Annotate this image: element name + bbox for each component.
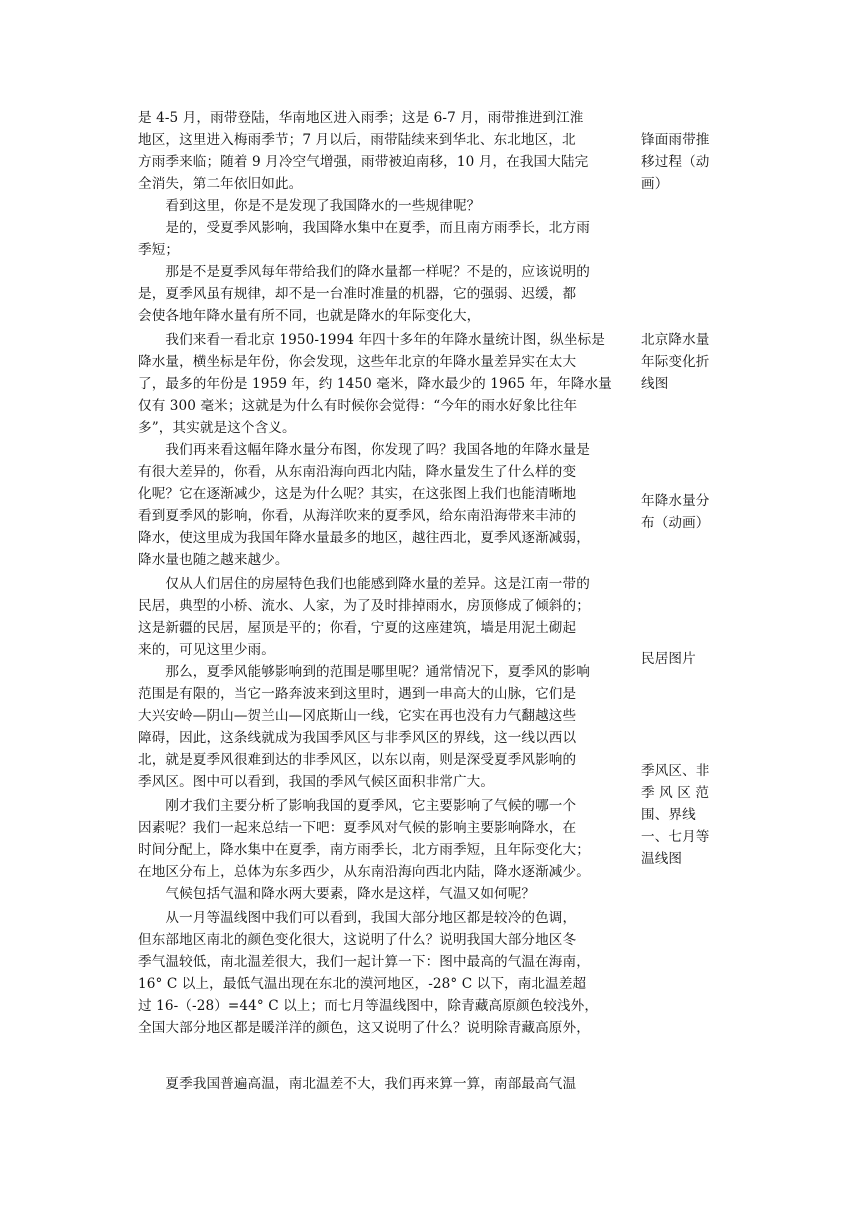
body-line: 季短； — [138, 242, 180, 258]
body-line: 全国大部分地区都是暖洋洋的颜色，这又说明了什么？说明除青藏高原外， — [138, 1020, 590, 1036]
body-line: 但东部地区南北的颜色变化很大，这说明了什么？说明我国大部分地区冬 — [138, 932, 577, 948]
side-note: 年降水量分 — [641, 493, 710, 509]
body-line: 季风区。图中可以看到，我国的季风气候区面积非常广大。 — [138, 774, 495, 790]
body-line: 范围是有限的，当它一路奔波来到这里时，遇到一串高大的山脉，它们是 — [138, 686, 577, 702]
body-line: 障碍，因此，这条线就成为我国季风区与非季风区的界线，这一线以西以 — [138, 730, 577, 746]
body-line: 是，夏季风虽有规律，却不是一台准时准量的机器，它的强弱、迟缓，都 — [138, 286, 577, 302]
side-note: 季 风 区 范 — [641, 785, 710, 801]
body-line: 时间分配上，降水集中在夏季，南方雨季长，北方雨季短，且年际变化大； — [138, 842, 590, 858]
body-line: 降水，使这里成为我国年降水量最多的地区，越往西北，夏季风逐渐减弱， — [138, 530, 590, 546]
body-line: 北，就是夏季风很难到达的非季风区，以东以南，则是深受夏季风影响的 — [138, 752, 577, 768]
body-line: 季气温较低，南北温差很大，我们一起计算一下：图中最高的气温在海南， — [138, 954, 590, 970]
side-note: 线图 — [641, 376, 669, 392]
body-line: 那是不是夏季风每年带给我们的降水量都一样呢？不是的，应该说明的 — [138, 264, 590, 280]
body-line: 民居，典型的小桥、流水、人家，为了及时排掉雨水，房顶修成了倾斜的； — [138, 598, 590, 614]
side-note: 季风区、非 — [641, 763, 710, 779]
body-line: 降水量，横坐标是年份，你会发现，这些年北京的年降水量差异实在太大 — [138, 354, 577, 370]
body-line: 仅从人们居住的房屋特色我们也能感到降水量的差异。这是江南一带的 — [138, 576, 590, 592]
body-line: 来的，可见这里少雨。 — [138, 642, 275, 658]
side-note: 温线图 — [641, 851, 683, 867]
body-line: 降水量也随之越来越少。 — [138, 552, 289, 568]
body-line: 从一月等温线图中我们可以看到，我国大部分地区都是较冷的色调， — [138, 910, 577, 926]
body-line: 是 4-5 月，雨带登陆，华南地区进入雨季；这是 6-7 月，雨带推进到江淮 — [138, 110, 584, 126]
body-line: 气候包括气温和降水两大要素，降水是这样，气温又如何呢？ — [138, 886, 536, 902]
side-note: 民居图片 — [641, 651, 696, 667]
body-line: 看到这里，你是不是发现了我国降水的一些规律呢？ — [138, 198, 481, 214]
body-line: 16° C 以上，最低气温出现在东北的漠河地区，-28° C 以下，南北温差超 — [138, 976, 587, 992]
body-line: 方雨季来临；随着 9 月冷空气增强，雨带被迫南移，10 月，在我国大陆完 — [138, 154, 589, 170]
body-line: 是的，受夏季风影响，我国降水集中在夏季，而且南方雨季长，北方雨 — [138, 220, 590, 236]
body-line: 化呢？它在逐渐减少，这是为什么呢？其实，在这张图上我们也能清晰地 — [138, 486, 577, 502]
body-line: 刚才我们主要分析了影响我国的夏季风，它主要影响了气候的哪一个 — [138, 798, 577, 814]
body-line: 这是新疆的民居，屋顶是平的；你看，宁夏的这座建筑，墙是用泥土砌起 — [138, 620, 577, 636]
body-line: 仅有 300 毫米；这就是为什么有时候你会觉得：“今年的雨水好象比往年 — [138, 398, 578, 414]
body-line: 在地区分布上，总体为东多西少，从东南沿海向西北内陆，降水逐渐减少。 — [138, 864, 590, 880]
body-line: 看到夏季风的影响，你看，从海洋吹来的夏季风，给东南沿海带来丰沛的 — [138, 508, 577, 524]
body-line: 了，最多的年份是 1959 年，约 1450 毫米，降水最少的 1965 年，年降水量 — [138, 376, 612, 392]
side-note: 一、七月等 — [641, 829, 710, 845]
side-note: 布（动画） — [641, 515, 710, 531]
side-note: 移过程（动 — [641, 154, 710, 170]
body-line: 全消失，第二年依旧如此。 — [138, 176, 303, 192]
body-line: 多”，其实就是这个含义。 — [138, 420, 296, 436]
side-note: 北京降水量 — [641, 332, 710, 348]
body-line: 那么，夏季风能够影响到的范围是哪里呢？通常情况下，夏季风的影响 — [138, 664, 590, 680]
body-line: 会使各地年降水量有所不同，也就是降水的年际变化大， — [138, 308, 481, 324]
body-line: 因素呢？我们一起来总结一下吧：夏季风对气候的影响主要影响降水，在 — [138, 820, 577, 836]
body-line: 我们再来看这幅年降水量分布图，你发现了吗？我国各地的年降水量是 — [138, 442, 590, 458]
side-note: 锋面雨带推 — [641, 132, 710, 148]
body-line: 有很大差异的，你看，从东南沿海向西北内陆，降水量发生了什么样的变 — [138, 464, 577, 480]
body-line: 夏季我国普遍高温，南北温差不大，我们再来算一算，南部最高气温 — [138, 1076, 577, 1092]
side-note: 围、界线 — [641, 807, 696, 823]
side-note: 画） — [641, 176, 669, 192]
body-line: 过 16-（-28）=44° C 以上；而七月等温线图中，除青藏高原颜色较浅外， — [138, 998, 599, 1014]
body-line: 大兴安岭—阴山—贺兰山—冈底斯山一线，它实在再也没有力气翻越这些 — [138, 708, 577, 724]
side-note: 年际变化折 — [641, 354, 710, 370]
body-line: 地区，这里进入梅雨季节；7 月以后，雨带陆续来到华北、东北地区，北 — [138, 132, 576, 148]
body-line: 我们来看一看北京 1950-1994 年四十多年的年降水量统计图，纵坐标是 — [138, 332, 605, 348]
